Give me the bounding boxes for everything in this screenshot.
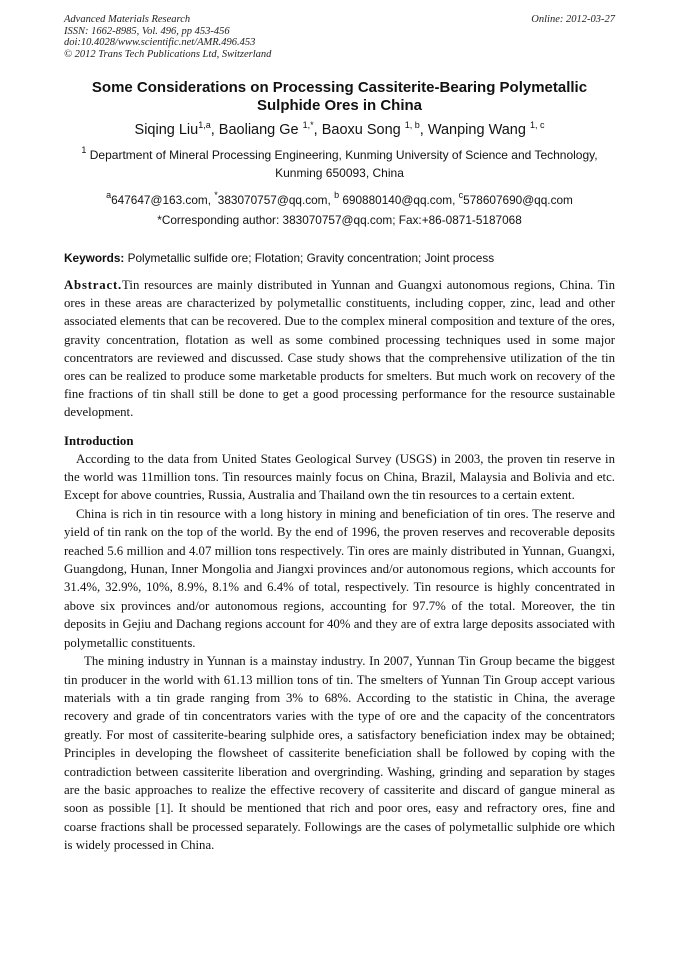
author-name: Siqing Liu xyxy=(134,122,199,138)
journal-name: Advanced Materials Research xyxy=(64,14,191,25)
author-affiliation-mark: 1, c xyxy=(529,120,545,130)
affiliation-mark: 1 xyxy=(81,145,87,155)
body-paragraph: According to the data from United States Geological Survey (USGS) in 2003, the proven tin reserve in the world was 11million tons. Tin resources mainly focus on China, Brazil, Malaysia and Bolivia and etc. Except for above countries, Russia, Australia and Thailand own the tin resources to a certain extent. xyxy=(64,451,615,503)
journal-issn: ISSN: 1662-8985, Vol. 496, pp 453-456 xyxy=(64,25,230,37)
email-mark: b xyxy=(334,190,340,200)
author-list: Siqing Liu$^{1,a}$, Baoliang Ge $^{1,*}$, Baoxu Song $^{1, b}$, Wanping Wang $^{1, c}$ xyxy=(134,120,545,138)
email-mark: a xyxy=(106,190,112,200)
keywords-text: Polymetallic sulfide ore; Flotation; Gravity concentration; Joint process xyxy=(127,251,495,265)
email-address: 690880140@qq.com xyxy=(342,193,453,207)
journal-header xyxy=(64,14,615,60)
email-address: 383070757@qq.com xyxy=(217,193,328,207)
author-name: Wanping Wang xyxy=(427,122,526,138)
section-heading-introduction: Introduction xyxy=(64,433,134,448)
body-paragraph: China is rich in tin resource with a long history in mining and beneficiation of tin ores. The reserve and yield of tin rank on the top of the world. By the end of 1996, the proven reserves and recoverable deposits reached 5.6 million and 4.07 million tons respectively. Tin ores are mainly distributed in Yunnan, Guangxi, Guangdong, Hunan, Inner Mongolia and Jiangxi provinces and/or autonomous regions, which accounts for 31.4%, 32.9%, 10%, 8.9%, 8.1% and 6.4% of total, respectively. Tin resource is highly concentrated in above six provinces and/or autonomous regions, accounting for 97.7% of the total. Moreover, the tin deposits in Gejiu and Dachang regions account for 40% and they are of extra large deposits associated with polymetallic constituents. xyxy=(64,506,615,650)
email-address: 578607690@qq.com xyxy=(463,193,573,207)
abstract-label: Abstract. xyxy=(64,278,123,292)
abstract xyxy=(64,276,615,422)
author-affiliation-mark: 1, b xyxy=(404,120,420,130)
journal-copyright: © 2012 Trans Tech Publications Ltd, Switzerland xyxy=(64,48,272,60)
corresponding-author: *Corresponding author: 383070757@qq.com; Fax:+86-0871-5187068 xyxy=(157,213,522,227)
affiliation-text: Department of Mineral Processing Engineering, Kunming University of Science and Technology, Kunming 650093, China xyxy=(89,148,598,180)
online-date: Online: 2012-03-27 xyxy=(531,14,615,25)
body-paragraph: The mining industry in Yunnan is a mainstay industry. In 2007, Yunnan Tin Group became the biggest tin producer in the world with 61.13 million tons of tin. The smelters of Yunnan Tin Group accept various materials with a tin grade ranging from 3% to 68%. According to the statistic in China, the average recovery and grade of tin concentrators varies with the type of ore and the capacity of the concentrators greatly. For most of cassiterite-bearing sulphide ores, a satisfactory beneficiation index may be obtained; Principles in developing the flowsheet of cassiterite beneficiation shall be followed by coping with the contradiction between cassiterite liberation and overgrinding. Washing, grinding and separation by stages are the basic approaches to realize the effective recovery of cassiterite and discard of gangue mineral as soon as possible [1]. It should be mentioned that rich and poor ores, easy and refractory ores, fine and coarse fractions shall be processed separately. Followings are the cases of polymetallic sulphide ore which is widely processed in China. xyxy=(64,654,615,853)
keywords xyxy=(64,250,615,266)
keywords-label: Keywords: xyxy=(64,251,125,265)
author-name: Baoxu Song xyxy=(321,122,401,138)
author-name: Baoliang Ge xyxy=(218,122,299,138)
email-mark: * xyxy=(214,190,218,200)
author-affiliation-mark: 1,a xyxy=(198,120,211,130)
paper-title: Some Considerations on Processing Cassiterite-Bearing Polymetallic Sulphide Ores in China xyxy=(91,79,588,114)
paper-page xyxy=(64,14,615,855)
email-list: $^a$647647@163.com, *383070757@qq.com, $^b$ 690880140@qq.com, $^c$578607690@qq.com xyxy=(106,190,573,207)
email-address: 647647@163.com xyxy=(111,193,208,207)
email-mark: c xyxy=(458,190,464,200)
abstract-text: Tin resources are mainly distributed in Yunnan and Guangxi autonomous regions, China. Tin ores in these areas are characterized by polymetallic constituents, including copper, zinc, lead and other associated elements that can be recovered. Due to the complex mineral composition and texture of the ores, gravity concentration, flotation as well as some combined processing techniques used in some major concentrators are reviewed and discussed. Case study shows that the comprehensive utilization of the tin ores can be realized to produce some marketable products for smelters. But much work on recovery of the fine fractions of tin shall still be done to get a good processing performance for the resource sustainable development. xyxy=(64,278,615,420)
journal-doi: doi:10.4028/www.scientific.net/AMR.496.453 xyxy=(64,37,256,48)
affiliation xyxy=(64,146,615,182)
author-affiliation-mark: 1,* xyxy=(302,120,314,130)
